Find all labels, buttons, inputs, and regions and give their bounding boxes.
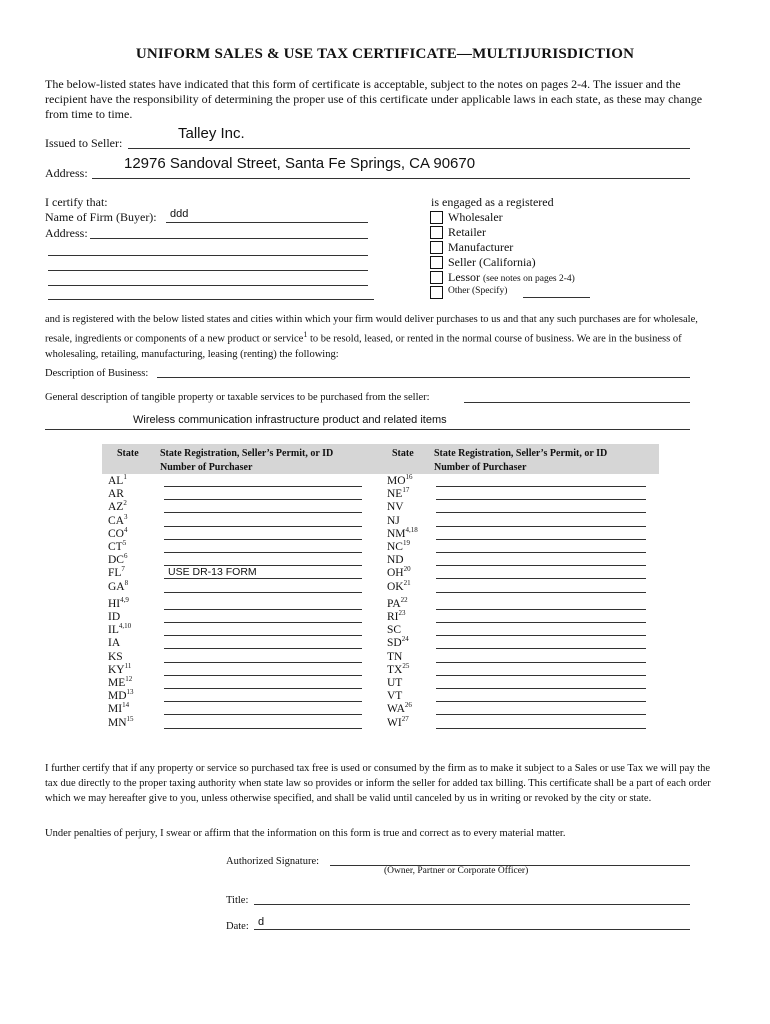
registration-field-fl[interactable] [164, 578, 362, 579]
registration-field-ca[interactable] [164, 526, 362, 527]
registration-field-hi[interactable] [164, 609, 362, 610]
wholesaler-label: Wholesaler [448, 210, 503, 224]
registration-field-id[interactable] [164, 622, 362, 623]
lessor-label: Lessor (see notes on pages 2-4) [448, 270, 575, 284]
perjury-statement: Under penalties of perjury, I swear or affirm that the information on this form is true and correct as to every material matter. [45, 828, 566, 839]
issued-to-seller-field[interactable]: Talley Inc. [178, 125, 245, 142]
registration-field-oh[interactable] [436, 578, 646, 579]
state-code-id: ID [108, 611, 121, 623]
state-code-me: ME$^{12}$ [108, 675, 133, 689]
registration-field-pa[interactable] [436, 609, 646, 610]
date-line [254, 929, 690, 930]
state-code-ky: KY$^{11}$ [108, 661, 132, 676]
business-description-field[interactable] [157, 377, 690, 378]
other-specify-line[interactable] [523, 297, 590, 298]
registration-field-ne[interactable] [436, 499, 646, 500]
state-code-co: $CO^4$ [108, 525, 128, 540]
state-code-ia: IA [108, 637, 121, 650]
retailer-checkbox[interactable] [430, 226, 443, 239]
registration-field-ar[interactable] [164, 499, 362, 500]
state-header-right: State [392, 448, 414, 459]
certify-label: I certify that: [45, 195, 108, 209]
registration-field-ky[interactable] [164, 675, 362, 676]
buyer-address-label: Address: [45, 226, 88, 240]
buyer-firm-label: Name of Firm (Buyer): [45, 210, 157, 224]
registration-field-ri[interactable] [436, 622, 646, 623]
registration-field-sd[interactable] [436, 648, 646, 649]
date-field[interactable]: d [258, 916, 265, 928]
registration-header-right: State Registration, Seller’s Permit, or ID Number of Purchaser [434, 448, 608, 473]
state-code-ut: UT [387, 677, 403, 689]
state-code-sc: SC [387, 624, 402, 637]
state-code-ks: KS [108, 650, 123, 663]
registration-field-nm[interactable] [436, 539, 646, 540]
state-code-nv: NV [387, 501, 404, 514]
registration-field-ia[interactable] [164, 648, 362, 649]
registration-field-ut[interactable] [436, 688, 646, 689]
seller-address-field[interactable]: 12976 Sandoval Street, Santa Fe Springs, CA 90670 [124, 155, 476, 172]
state-code-md: MD$^{13}$ [108, 688, 134, 703]
state-code-tn: TN [387, 650, 403, 663]
issued-to-seller-label: Issued to Seller: [45, 136, 123, 150]
signature-note: (Owner, Partner or Corporate Officer) [384, 866, 529, 876]
state-code-ca: $CA^3$ [108, 512, 128, 527]
state-code-ne: NE$^{17}$ [387, 486, 410, 501]
business-description-label: Description of Business: [45, 368, 149, 379]
registration-field-ga[interactable] [164, 592, 362, 593]
seller-address-label: Address: [45, 166, 88, 180]
state-code-hi: HI$^{4,9}$ [108, 595, 129, 610]
lessor-note: (see notes on pages 2-4) [483, 274, 575, 284]
state-header-left: State [117, 448, 139, 459]
state-code-nd: ND [387, 554, 404, 567]
registration-field-ks[interactable] [164, 662, 362, 663]
buyer-address-line-3[interactable] [48, 270, 368, 271]
state-code-wa: WA$^{26}$ [387, 701, 412, 716]
registered-heading: is engaged as a registered [431, 195, 554, 209]
signature-label: Authorized Signature: [226, 856, 320, 867]
manufacturer-label: Manufacturer [448, 240, 514, 254]
state-code-nj: NJ [387, 514, 400, 527]
state-code-ga: $GA^8$ [108, 578, 129, 593]
title-label: Title: [226, 895, 249, 906]
registration-field-ok[interactable] [436, 592, 646, 593]
wholesaler-checkbox[interactable] [430, 211, 443, 224]
buyer-address-line-1[interactable] [90, 238, 368, 239]
registration-field-wi[interactable] [436, 728, 646, 729]
buyer-firm-line [166, 222, 368, 223]
state-code-ri: RI$^{23}$ [387, 609, 406, 623]
registration-field-md[interactable] [164, 701, 362, 702]
seller-california-label: Seller (California) [448, 255, 536, 269]
registration-field-il[interactable] [164, 635, 362, 636]
issued-to-seller-line [128, 148, 690, 149]
registration-field-mi[interactable] [164, 714, 362, 715]
general-description-line-2 [45, 429, 690, 430]
state-code-il: IL$^{4,10}$ [108, 622, 132, 637]
state-code-mi: MI$^{14}$ [108, 701, 130, 716]
buyer-address-line-2[interactable] [48, 255, 368, 256]
state-code-sd: SD$^{24}$ [387, 635, 409, 650]
manufacturer-checkbox[interactable] [430, 241, 443, 254]
date-label: Date: [226, 921, 249, 932]
state-code-al: $AL^1$ [108, 473, 127, 487]
state-code-az: $AZ^2$ [108, 499, 127, 514]
registration-field-wa[interactable] [436, 714, 646, 715]
registration-field-nd[interactable] [436, 565, 646, 566]
state-code-oh: OH$^{20}$ [387, 565, 411, 580]
buyer-address-line-5[interactable] [48, 299, 374, 300]
state-code-mn: MN$^{15}$ [108, 714, 134, 729]
registration-paragraph: and is registered with the below listed states and cities within which your firm would deliver purchases to us and that any such purchases are for wholesale, resale, ingredients or components of a new product or service$^1$ to be resold, leased, or rented in the normal course of business. We are in the business of wholesaling, retailing, manufacturing, leasing (renting) the following: [45, 314, 698, 360]
registration-field-me[interactable] [164, 688, 362, 689]
registration-field-al[interactable] [164, 486, 362, 487]
registration-field-vt[interactable] [436, 701, 646, 702]
registration-field-tn[interactable] [436, 662, 646, 663]
state-code-ct: $CT^5$ [108, 539, 127, 553]
intro-paragraph: The below-listed states have indicated that this form of certificate is acceptable, subject to the notes on pages 2-4. The issuer and the recipient have the responsibility of determining the proper use of this certificate under applicable laws in each state, as these may change from time to time. [45, 77, 703, 121]
registration-value-fl[interactable]: USE DR-13 FORM [168, 566, 257, 579]
state-code-wi: WI$^{27}$ [387, 714, 409, 729]
buyer-firm-field[interactable]: ddd [170, 208, 189, 220]
state-code-dc: $DC^6$ [108, 552, 128, 567]
state-code-ok: OK$^{21}$ [387, 578, 411, 593]
registration-field-tx[interactable] [436, 675, 646, 676]
lessor-checkbox[interactable] [430, 271, 443, 284]
state-code-mo: MO$^{16}$ [387, 473, 413, 487]
seller-california-checkbox[interactable] [430, 256, 443, 269]
state-code-nm: NM$^{4,18}$ [387, 525, 418, 540]
general-description-field[interactable]: Wireless communication infrastructure product and related items [133, 414, 447, 426]
registration-field-mn[interactable] [164, 728, 362, 729]
registration-field-co[interactable] [164, 539, 362, 540]
form-title: UNIFORM SALES & USE TAX CERTIFICATE—MULTIJURISDICTION [135, 46, 635, 62]
retailer-label: Retailer [448, 225, 486, 239]
registration-field-nj[interactable] [436, 526, 646, 527]
state-code-vt: VT [387, 690, 403, 703]
registration-field-nc[interactable] [436, 552, 646, 553]
buyer-address-line-4[interactable] [48, 285, 368, 286]
state-code-pa: PA$^{22}$ [387, 595, 408, 610]
registration-field-nv[interactable] [436, 512, 646, 513]
general-description-label: General description of tangible property or taxable services to be purchased from the seller: [45, 392, 430, 403]
registration-header-left: State Registration, Seller’s Permit, or ID Number of Purchaser [160, 448, 334, 473]
state-code-nc: NC$^{19}$ [387, 539, 410, 553]
state-code-fl: $FL^7$ [108, 565, 125, 580]
state-code-ar: AR [108, 488, 124, 501]
title-field[interactable] [254, 904, 690, 905]
registration-field-mo[interactable] [436, 486, 646, 487]
general-description-line-1[interactable] [464, 402, 690, 403]
certification-paragraph: I further certify that if any property or service so purchased tax free is used or consumed by the firm as to make it subject to a Sales or use Tax we will pay the tax due directly to the proper taxing authority when state law so provides or inform the seller for added tax billing. This certificate shall be a part of each order which we may hereafter give to you, unless otherwise specified, and shall be valid until canceled by us in writing or revoked by the city or state. [45, 763, 711, 804]
other-label: Other (Specify) [448, 286, 508, 296]
state-code-tx: TX$^{25}$ [387, 661, 410, 676]
seller-address-line [92, 178, 690, 179]
other-checkbox[interactable] [430, 286, 443, 299]
registration-field-az[interactable] [164, 512, 362, 513]
registration-field-sc[interactable] [436, 635, 646, 636]
registration-field-ct[interactable] [164, 552, 362, 553]
